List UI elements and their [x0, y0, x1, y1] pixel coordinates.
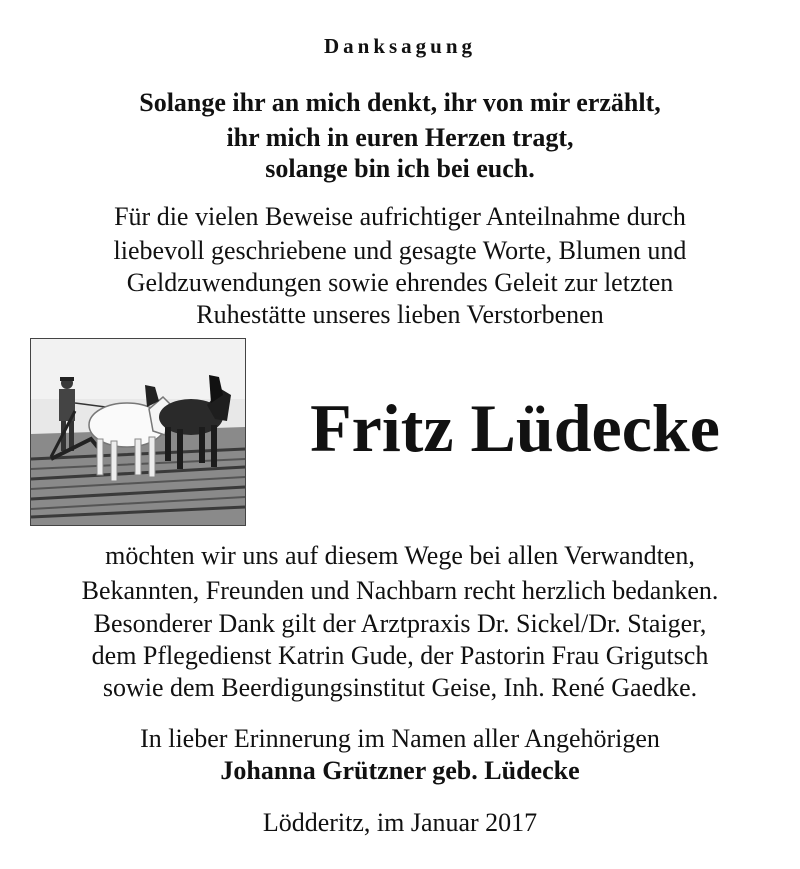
intro-line-3: Geldzuwendungen sowie ehrendes Geleit zur letzten [126, 268, 674, 297]
ploughing-horses-picture [30, 338, 246, 526]
thanks-line-2: Bekannten, Freunden und Nachbarn recht herzlich bedanken. [81, 576, 719, 605]
deceased-name: Fritz Lüdecke [310, 390, 720, 466]
heading: Danksagung [323, 34, 477, 58]
poem-line-3: solange bin ich bei euch. [265, 154, 535, 183]
place-date: Lödderitz, im Januar 2017 [262, 808, 538, 837]
poem-line-2: ihr mich in euren Herzen tragt, [226, 123, 574, 152]
thanks-line-5: sowie dem Beerdigungsinstitut Geise, Inh. René Gaedke. [102, 673, 698, 702]
intro-line-4: Ruhestätte unseres lieben Verstorbenen [196, 300, 604, 329]
poem-line-1: Solange ihr an mich denkt, ihr von mir erzählt, [139, 88, 661, 117]
thanks-line-3: Besonderer Dank gilt der Arztpraxis Dr. Sickel/Dr. Staiger, [93, 609, 707, 638]
thanks-line-1: möchten wir uns auf diesem Wege bei allen Verwandten, [105, 541, 695, 570]
signature: Johanna Grützner geb. Lüdecke [220, 756, 580, 785]
closing-line: In lieber Erinnerung im Namen aller Angehörigen [140, 724, 660, 753]
intro-line-1: Für die vielen Beweise aufrichtiger Anteilnahme durch [114, 202, 686, 231]
intro-line-2: liebevoll geschriebene und gesagte Worte, Blumen und [113, 236, 687, 265]
thanks-line-4: dem Pflegedienst Katrin Gude, der Pastorin Frau Grigutsch [91, 641, 709, 670]
